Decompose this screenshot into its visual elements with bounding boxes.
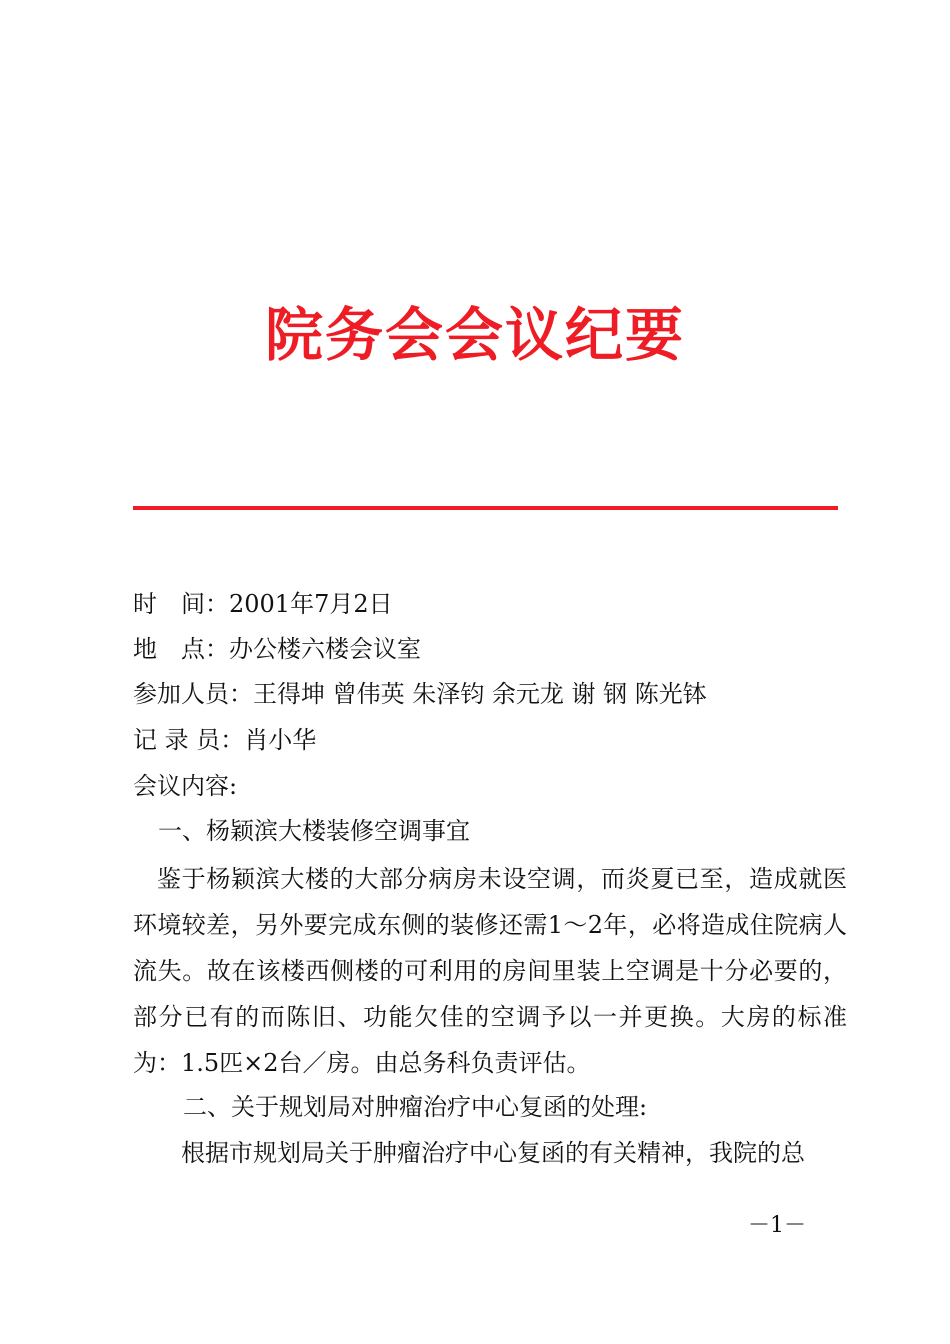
title-divider — [133, 506, 838, 510]
meeting-content-label: 会议内容: — [133, 772, 238, 800]
page-number: －1－ — [748, 1213, 806, 1238]
section-body-1: 鉴于杨颖滨大楼的大部分病房未设空调，而炎夏已至，造成就医环境较差，另外要完成东侧的装修还需1～2年，必将造成住院病人流失。故在该楼西侧楼的可利用的房间里装上空调是十分必要的，部分已有的而陈旧、功能欠佳的空调予以一并更换。大房的标准为：1.5匹×2台／房。由总务科负责评估。 — [133, 865, 847, 1077]
meeting-time: 时 间：2001年7月2日 — [133, 590, 393, 618]
section-heading-1: 一、杨颖滨大楼装修空调事宜 — [158, 817, 470, 845]
meeting-recorder: 记 录 员：肖小华 — [133, 726, 317, 754]
meeting-attendees: 参加人员：王得坤 曾伟英 朱泽钧 余元龙 谢 钢 陈光钵 — [133, 680, 707, 708]
document-title: 院务会会议纪要 — [264, 301, 685, 369]
meeting-place: 地 点：办公楼六楼会议室 — [133, 635, 421, 663]
section-body-2: 根据市规划局关于肿瘤治疗中心复函的有关精神，我院的总 — [181, 1139, 805, 1167]
section-heading-2: 二、关于规划局对肿瘤治疗中心复函的处理: — [183, 1093, 648, 1121]
